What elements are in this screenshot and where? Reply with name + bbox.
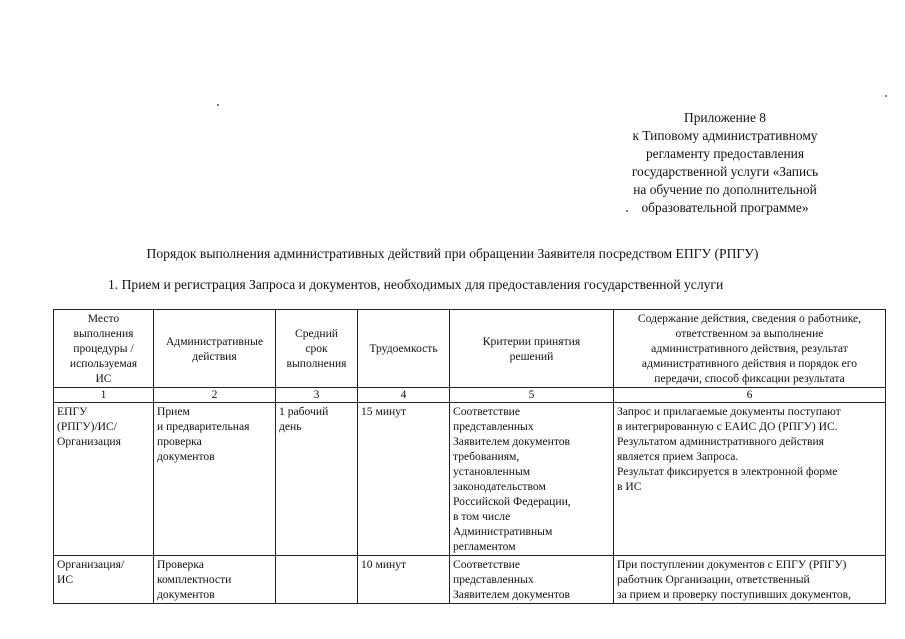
appendix-line: регламенту предоставления xyxy=(645,146,804,161)
cell-place: ЕПГУ (РПГУ)/ИС/ Организация xyxy=(54,403,154,556)
column-number: 6 xyxy=(614,388,886,403)
header-criteria: Критерии принятия решений xyxy=(450,310,614,388)
scan-speck xyxy=(626,210,628,212)
column-number: 4 xyxy=(358,388,450,403)
column-number: 3 xyxy=(276,388,358,403)
appendix-line: государственной услуги «Запись xyxy=(631,164,819,179)
appendix-line: Приложение 8 xyxy=(684,110,766,125)
header-labor: Трудоемкость xyxy=(358,310,450,388)
cell-action: Проверка комплектности документов xyxy=(154,556,276,604)
cell-criteria: Соответствие представленных Заявителем документов требованиям, установленным законодательством Российской Федерации, в том числе Административным регламентом xyxy=(450,403,614,556)
cell-term: 1 рабочий день xyxy=(276,403,358,556)
table-header-row xyxy=(54,310,886,388)
appendix-line: к Типовому административному xyxy=(632,128,818,143)
appendix-line: на обучение по дополнительной xyxy=(633,182,817,197)
cell-place: Организация/ ИС xyxy=(54,556,154,604)
cell-action: Прием и предварительная проверка документов xyxy=(154,403,276,556)
header-content: Содержание действия, сведения о работнике, ответственном за выполнение административного действия, результат административного действия и порядок его передачи, способ фиксации результата xyxy=(614,310,886,388)
section-title: 1. Прием и регистрация Запроса и документов, необходимых для предоставления государственной услуги xyxy=(108,277,724,292)
header-place: Место выполнения процедуры / используемая ИС xyxy=(54,310,154,388)
cell-content: При поступлении документов с ЕПГУ (РПГУ) работник Организации, ответственный за прием и проверку поступивших документов, xyxy=(614,556,886,604)
column-number-row xyxy=(54,388,886,403)
procedure-table xyxy=(53,309,886,604)
cell-labor: 10 минут xyxy=(358,556,450,604)
cell-term xyxy=(276,556,358,604)
document-title: Порядок выполнения административных действий при обращении Заявителя посредством ЕПГУ (РПГУ) xyxy=(146,246,759,261)
cell-labor: 15 минут xyxy=(358,403,450,556)
table-row xyxy=(54,403,886,556)
cell-content: Запрос и прилагаемые документы поступают в интегрированную с ЕАИС ДО (РПГУ) ИС. Результатом административного действия является прием Запроса. Результат фиксируется в электронной форме в ИС xyxy=(614,403,886,556)
column-number: 2 xyxy=(154,388,276,403)
column-number: 1 xyxy=(54,388,154,403)
scan-speck xyxy=(885,95,887,97)
scan-speck xyxy=(217,104,219,106)
appendix-line: образовательной программе» xyxy=(641,200,809,215)
header-term: Средний срок выполнения xyxy=(276,310,358,388)
column-number: 5 xyxy=(450,388,614,403)
cell-criteria: Соответствие представленных Заявителем документов xyxy=(450,556,614,604)
appendix-block xyxy=(605,109,845,217)
header-actions: Административные действия xyxy=(154,310,276,388)
table-row xyxy=(54,556,886,604)
